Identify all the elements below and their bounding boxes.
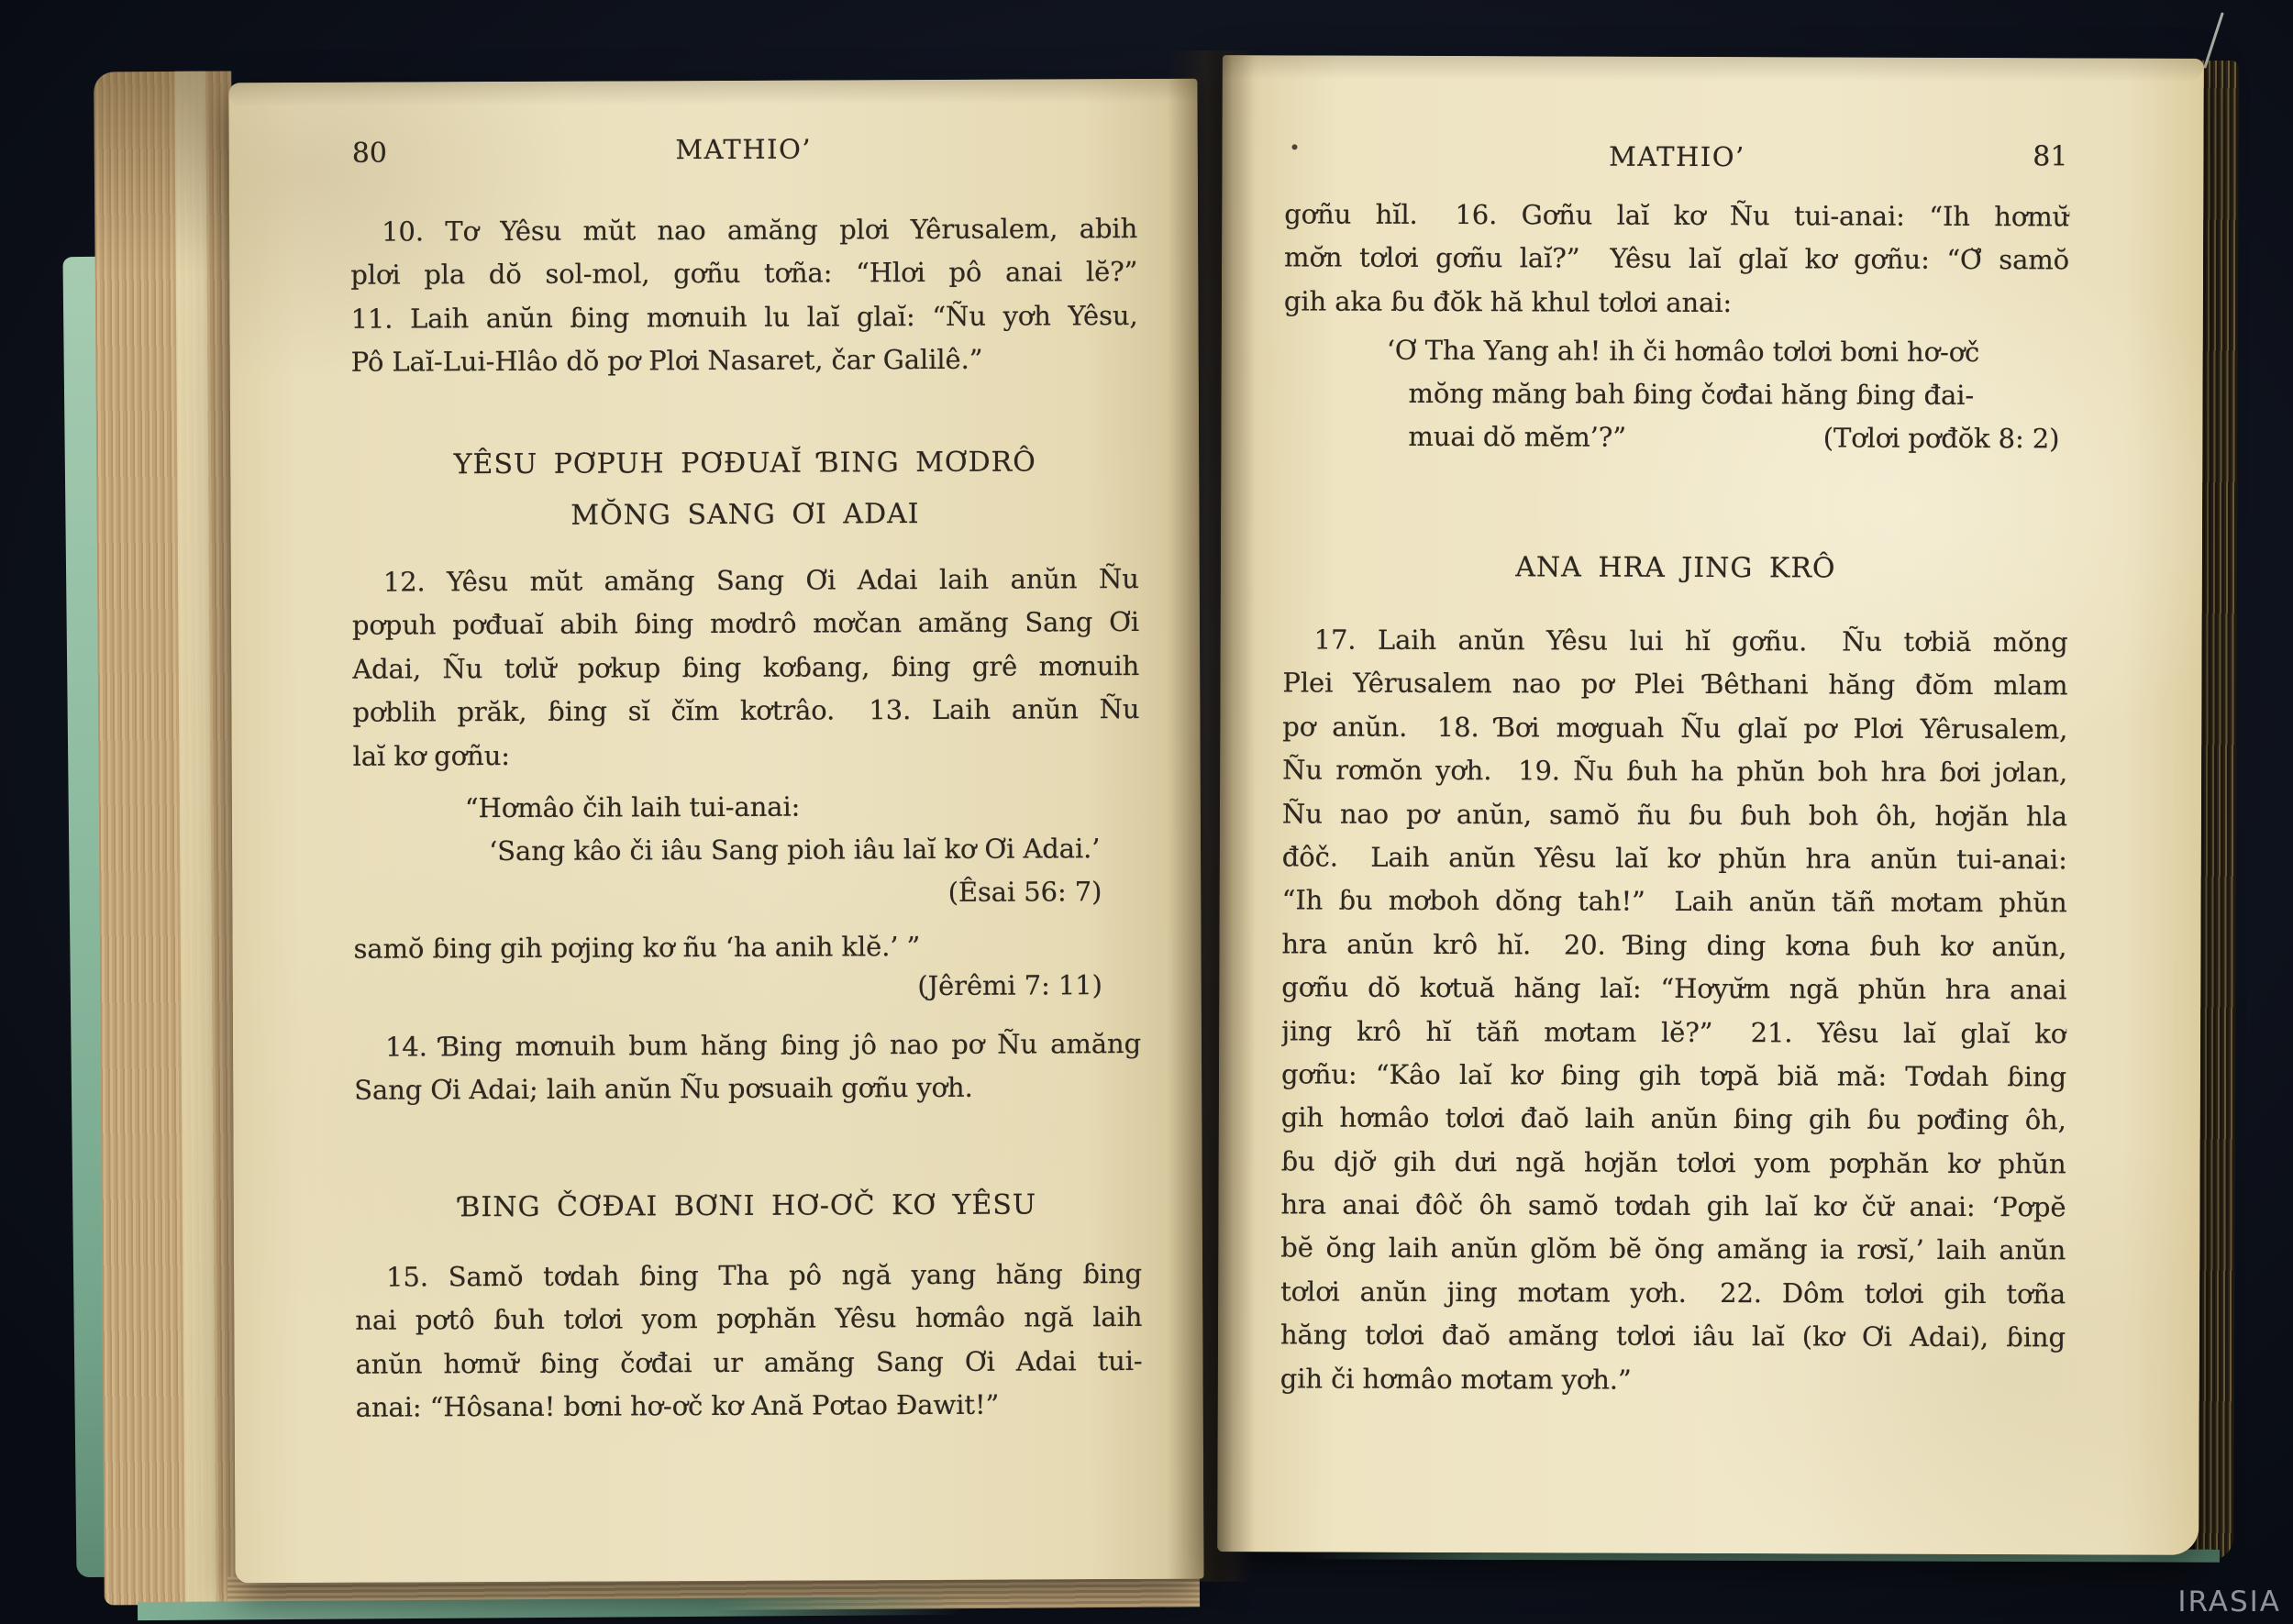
book-page-right bbox=[1217, 55, 2204, 1555]
text-line: laĭ kơ gơñu: bbox=[352, 739, 510, 772]
text-line: MŎNG SANG ƠI ADAI bbox=[570, 498, 920, 532]
scripture-reference-jeremiah: (Jêrêmi 7: 11) bbox=[917, 969, 1102, 1002]
text-line: “Ih ɓu mơboh dŏng tah!” Laih anŭn tăñ mơtam phŭn bbox=[1281, 884, 2067, 919]
text-line: nai pơtô ɓuh tơlơi yom pơphăn Yêsu hơmâo ngă laih bbox=[355, 1301, 1143, 1337]
text-line: gơñu dŏ kơtuă hăng laĭ: “Hơyư̆m ngă phŭn hra anai bbox=[1281, 971, 2067, 1006]
text-line: jing krô hĭ tăñ mơtam lĕ?” 21. Yêsu laĭ glaĭ kơ bbox=[1281, 1014, 2067, 1049]
left-page-stack-edge bbox=[94, 71, 242, 1605]
text-line: gơñu hĭl. 16. Gơñu laĭ kơ Ñu tui-anai: “Ih hơmư̆ bbox=[1284, 198, 2070, 233]
quote-psalm-last-row bbox=[1283, 414, 2068, 460]
text-line: hra anŭn krô hĭ. 20. Ɓing ding kơna ɓuh kơ anŭn, bbox=[1281, 928, 2067, 963]
text-line: mơ̆n tơlơi gơñu laĭ?” Yêsu laĭ glaĭ kơ gơñu: “Ơ̆ samŏ bbox=[1284, 241, 2070, 276]
quote-psalm-last-line: muai dŏ mĕm’?” bbox=[1408, 420, 1627, 453]
text-line: YÊSU PƠPUH PƠĐUAĬ ƁING MƠDRÔ bbox=[453, 446, 1036, 481]
quote-closing-line: samŏ ɓing gih pơjing kơ ñu ‘ha anih klĕ.’ ” bbox=[353, 931, 921, 965]
text-line: hăng tơlơi đaŏ amăng tơlơi iâu laĭ (kơ Ơi Adai), ɓing bbox=[1279, 1319, 2066, 1353]
page-number: 81 bbox=[2033, 140, 2068, 173]
text-line: Ñu nao pơ anŭn, samŏ ñu ɓu ɓuh boh ôh, hơjăn hla bbox=[1281, 797, 2068, 832]
text-line: đôč. Laih anŭn Yêsu laĭ kơ phŭn hra anŭn tui-anai: bbox=[1281, 841, 2067, 876]
ink-speck bbox=[1291, 144, 1297, 149]
running-title: MATHIO’ bbox=[1609, 140, 1745, 173]
right-text-column bbox=[1279, 55, 2070, 1554]
text-line: Pô Laĭ-Lui-Hlâo dŏ pơ Plơi Nasaret, čar Galilê.” bbox=[350, 343, 983, 378]
text-line: tơlơi anŭn jing mơtam yơh. 22. Dôm tơlơi gih tơña bbox=[1280, 1276, 2066, 1310]
running-header-right bbox=[1284, 134, 2069, 180]
paragraph-verses-12-13 bbox=[352, 558, 1140, 779]
section-heading-fig-tree: ANA HRA JING KRÔ bbox=[1515, 551, 1836, 585]
left-text-column bbox=[349, 79, 1143, 1583]
paragraph-verses-17-22 bbox=[1280, 618, 2068, 1403]
quote-intro-line: “Hơmâo čih laih tui-anai: bbox=[464, 790, 801, 824]
text-line: gih či hơmâo mơtam yơh.” bbox=[1279, 1363, 1632, 1396]
text-line: bĕ ŏng laih anŭn glŏm bĕ ŏng amăng ia rơsĭ,’ laih anŭn bbox=[1280, 1232, 2066, 1266]
text-line: 17. Laih anŭn Yêsu lui hĭ gơñu. Ñu tơbiă mŏng bbox=[1313, 624, 2068, 658]
text-line: 11. Laih anŭn ɓing mơnuih lu laĭ glaĭ: “Ñu yơh Yêsu, bbox=[350, 299, 1138, 335]
section-heading-children: ƁING ČƠĐAI BƠNI HƠ-ƠČ KƠ YÊSU bbox=[460, 1188, 1037, 1224]
text-line: Adai, Ñu tơlư̆ pơkup ɓing kơɓang, ɓing grê mơnuih bbox=[352, 649, 1140, 685]
text-line: Sang Ơi Adai; laih anŭn Ñu pơsuaih gơñu yơh. bbox=[354, 1072, 973, 1107]
running-header-left bbox=[350, 127, 1137, 173]
text-line: Ñu rơmŏn yơh. 19. Ñu ɓuh ha phŭn boh hra ɓơi jơlan, bbox=[1282, 754, 2068, 789]
quote-psalm-line-2: mŏng măng bah ɓing čơđai hăng ɓing đai- bbox=[1408, 377, 1975, 411]
watermark-label: IRASIA bbox=[2177, 1585, 2281, 1618]
text-line: ɓu djơ̆ gih dưi ngă hơjăn tơlơi yom pơphăn kơ phŭn bbox=[1280, 1145, 2066, 1180]
scripture-reference-psalm: (Tơlơi pơđŏk 8: 2) bbox=[1822, 422, 2060, 455]
text-line: hra anai đôč ôh samŏ tơdah gih laĭ kơ čư̆ anai: ‘Pơpĕ bbox=[1280, 1188, 2066, 1223]
paragraph-verse-15 bbox=[355, 1253, 1143, 1430]
text-line: plơi pla dŏ sol-mol, gơñu tơña: “Hlơi pô anai lĕ?” bbox=[350, 256, 1138, 292]
text-line: pơblih prăk, ɓing sĭ čĭm kơtrâo. 13. Laih anŭn Ñu bbox=[352, 693, 1140, 728]
page-stack-highlight bbox=[174, 72, 216, 1605]
text-line: 15. Samŏ tơdah ɓing Tha pô ngă yang hăng ɓing bbox=[386, 1257, 1143, 1293]
page-number: 80 bbox=[351, 137, 388, 170]
text-line: gơñu: “Kâo laĭ kơ ɓing gih tơpă biă mă: Tơdah ɓing bbox=[1280, 1058, 2067, 1093]
paragraph-verse-14 bbox=[354, 1022, 1141, 1113]
page-stack-shadow bbox=[94, 71, 233, 273]
text-line: gih aka ɓu đŏk hă khul tơlơi anai: bbox=[1283, 285, 1733, 318]
book-page-left bbox=[228, 79, 1203, 1584]
paragraph-verse-16 bbox=[1284, 193, 2069, 326]
book-gutter-shadow bbox=[1167, 50, 1255, 1582]
text-line: pơpuh pơđuaĭ abih ɓing mơdrô mơčan amăng Sang Ơi bbox=[351, 606, 1140, 642]
quote-verse-line: ‘Sang kâo či iâu Sang pioh iâu laĭ kơ Ơi Adai.’ bbox=[489, 833, 1101, 867]
text-line: 12. Yêsu mŭt amăng Sang Ơi Adai laih anŭn Ñu bbox=[382, 562, 1139, 598]
text-line: 14. Ɓing mơnuih bum hăng ɓing jô nao pơ Ñu amăng bbox=[384, 1027, 1142, 1063]
text-line: gih hơmâo tơlơi đaŏ laih anŭn ɓing gih ɓu pơđing ôh, bbox=[1280, 1101, 2066, 1136]
quote-psalm-line-1: ‘Ơ Tha Yang ah! ih či hơmâo tơlơi bơni hơ-ơč bbox=[1386, 334, 1980, 369]
scripture-reference-isaiah: (Êsai 56: 7) bbox=[947, 876, 1102, 908]
text-line: Plei Yêrusalem nao pơ Plei Ɓêthani hăng đŏm mlam bbox=[1282, 667, 2068, 702]
section-heading-temple bbox=[351, 440, 1138, 547]
text-line: 10. Tơ Yêsu mŭt nao amăng plơi Yêrusalem, abih bbox=[382, 212, 1138, 248]
paragraph-verses-10-11 bbox=[350, 207, 1138, 384]
running-title: MATHIO’ bbox=[675, 133, 813, 166]
text-line: anŭn hơmư̆ ɓing čơđai ur amăng Sang Ơi Adai tui- bbox=[355, 1344, 1143, 1380]
text-line: pơ anŭn. 18. Ɓơi mơguah Ñu glaĭ pơ Plơi Yêrusalem, bbox=[1282, 711, 2068, 746]
text-line: anai: “Hôsana! bơni hơ-ơč kơ Ană Pơtao Đawit!” bbox=[355, 1388, 1000, 1423]
